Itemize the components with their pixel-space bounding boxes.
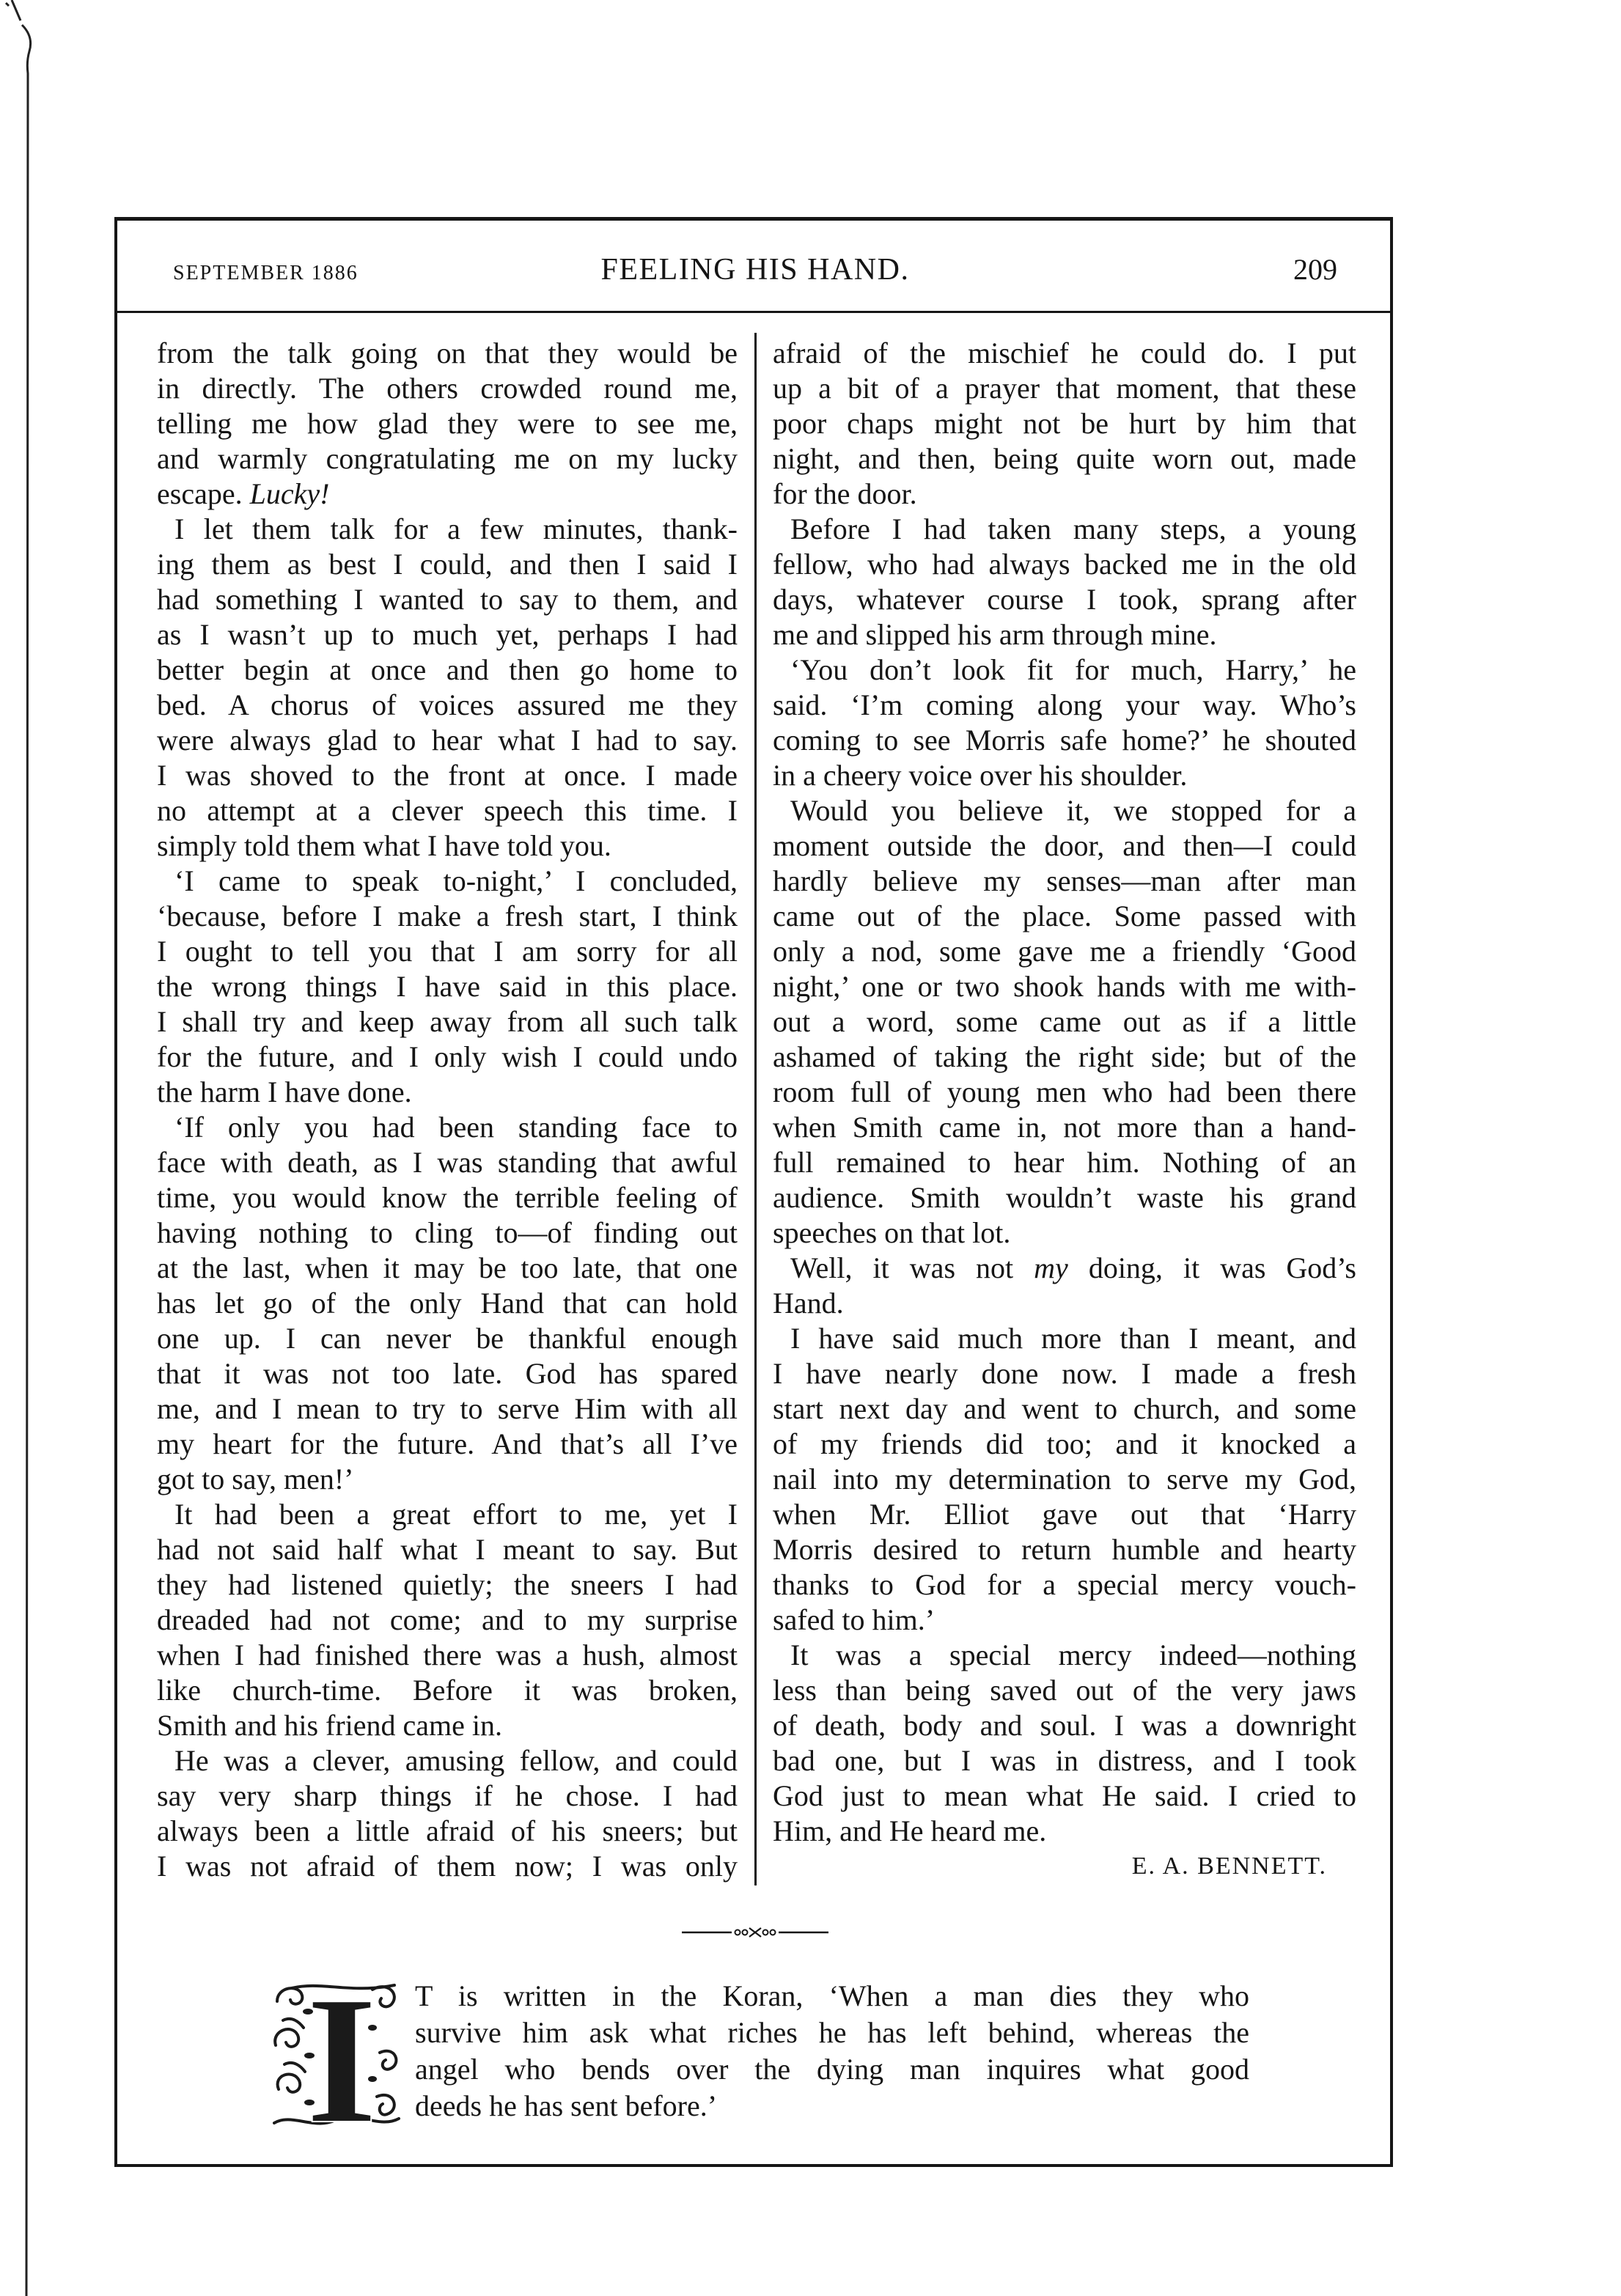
text-line: like church-time. Before it was broken, [157,1674,738,1707]
paragraph [157,1743,738,1884]
paragraph [773,1638,1356,1849]
text-line: days, whatever course I took, sprang after [773,583,1356,616]
text-line: He was a clever, amusing fellow, and could [174,1744,738,1777]
text-line: were always glad to hear what I had to say. [157,724,738,757]
text-line: hardly believe my senses—man after man [773,864,1356,897]
running-title: FEELING HIS HAND. [600,253,910,287]
text-line: when Mr. Elliot gave out that ‘Harry [773,1498,1356,1531]
text-line: of death, body and soul. I was a downright [773,1709,1356,1742]
text-line: as I wasn’t up to much yet, perhaps I had [157,618,738,651]
text-line: came out of the place. Some passed with [773,899,1356,932]
text-line: angel who bends over the dying man inquires what good [415,2053,1249,2086]
text-line: I was shoved to the front at once. I made [157,759,738,792]
text-line: full remained to hear him. Nothing of an [773,1146,1356,1179]
text-line: poor chaps might not be hurt by him that [773,407,1356,440]
text-line: nail into my determination to serve my God, [773,1462,1356,1495]
text-line: only a nod, some gave me a friendly ‘Good [773,935,1356,968]
paragraph [157,1110,738,1497]
text-line: me, and I mean to try to serve Him with all [157,1392,738,1425]
text-line: out a word, some came out as if a little [773,1005,1356,1038]
left-column [157,336,738,1884]
text-line: room full of young men who had been there [773,1075,1356,1108]
text-line: It had been a great effort to me, yet I [174,1498,738,1531]
text-line: Hand. [773,1287,844,1320]
text-segment: Well, it was not [790,1251,1034,1284]
text-line: fellow, who had always backed me in the old [773,548,1356,581]
text-line: said. ‘I’m coming along your way. Who’s [773,688,1356,721]
text-line: in directly. The others crowded round me, [157,372,738,405]
issue-date: SEPTEMBER 1886 [173,262,359,284]
text-line: that it was not too late. God has spared [157,1357,738,1390]
text-line: for the future, and I only wish I could undo [157,1040,738,1073]
text-line: survive him ask what riches he has left behind, whereas the [415,2016,1249,2049]
text-line: when I had finished there was a hush, almost [157,1638,738,1671]
text-line: bad one, but I was in distress, and I took [773,1744,1356,1777]
text-line: safed to him.’ [773,1603,936,1636]
text-line: less than being saved out of the very jaws [773,1674,1356,1707]
text-line: It was a special mercy indeed—nothing [790,1638,1356,1671]
text-line: night,’ one or two shook hands with me with- [773,970,1356,1003]
text-line: always been a little afraid of his sneers; but [157,1814,738,1847]
text-line [157,477,738,512]
text-line: coming to see Morris safe home?’ he shouted [773,724,1356,757]
text-line: telling me how glad they were to see me, [157,407,738,440]
author-signature: E. A. BENNETT. [1131,1852,1327,1880]
text-segment: doing, it was God’s [1067,1251,1356,1284]
scan-edge-line [0,0,51,2296]
text-line: audience. Smith wouldn’t waste his grand [773,1181,1356,1214]
paragraph [773,652,1356,793]
text-line: God just to mean what He said. I cried to [773,1779,1356,1812]
right-column [773,336,1356,1884]
paragraph [157,512,738,864]
text-line: me and slipped his arm through mine. [773,618,1217,651]
paragraph [773,1251,1356,1321]
text-line [773,1251,1356,1286]
text-line: Would you believe it, we stopped for a [790,794,1356,827]
text-line: Morris desired to return humble and hearty [773,1533,1356,1566]
text-line: start next day and went to church, and some [773,1392,1356,1425]
text-line: ashamed of taking the right side; but of the [773,1040,1356,1073]
text-line: had not said half what I meant to say. But [157,1533,738,1566]
text-line: speeches on that lot. [773,1216,1011,1249]
text-line: ‘because, before I make a fresh start, I think [157,899,738,932]
column-divider [754,333,757,1885]
text-line: I was not afraid of them now; I was only [157,1850,738,1883]
text-segment: escape. [157,477,250,510]
italic-text: Lucky! [249,477,330,510]
text-line: my heart for the future. And that’s all I’ve [157,1427,738,1460]
text-line: simply told them what I have told you. [157,829,611,862]
text-line: I shall try and keep away from all such talk [157,1005,738,1038]
text-line: I let them talk for a few minutes, thank- [174,512,738,545]
paragraph [773,336,1356,512]
paragraph [157,864,738,1110]
text-line: no attempt at a clever speech this time. I [157,794,738,827]
text-line: time, you would know the terrible feeling of [157,1181,738,1214]
text-line: has let go of the only Hand that can hold [157,1287,738,1320]
text-line: having nothing to cling to—of finding out [157,1216,738,1249]
text-line: better begin at once and then go home to [157,653,738,686]
paragraph [773,512,1356,652]
text-line: of my friends did too; and it knocked a [773,1427,1356,1460]
text-line: say very sharp things if he chose. I had [157,1779,738,1812]
text-line: from the talk going on that they would be [157,336,738,369]
text-line: the harm I have done. [157,1075,412,1108]
drop-cap-initial [270,1979,402,2130]
text-line: dreaded had not come; and to my surprise [157,1603,738,1636]
text-line: they had listened quietly; the sneers I had [157,1568,738,1601]
text-line: up a bit of a prayer that moment, that these [773,372,1356,405]
text-line: at the last, when it may be too late, that one [157,1251,738,1284]
text-line: one up. I can never be thankful enough [157,1322,738,1355]
italic-text: my [1034,1251,1068,1284]
text-line: ‘I came to speak to-night,’ I concluded, [174,864,738,897]
paragraph [157,1497,738,1743]
text-line: had something I wanted to say to them, and [157,583,738,616]
header-rule [117,311,1390,313]
drop-cap-letter: I [306,1979,378,2130]
paragraph [773,793,1356,1251]
text-line: I have nearly done now. I made a fresh [773,1357,1356,1390]
text-line: ‘You don’t look fit for much, Harry,’ he [790,653,1356,686]
text-line: deeds he has sent before.’ [415,2089,718,2122]
text-line: I have said much more than I meant, and [790,1322,1356,1355]
koran-quote [415,1978,1249,2124]
paragraph [157,336,738,512]
text-line: and warmly congratulating me on my lucky [157,442,738,475]
text-line: in a cheery voice over his shoulder. [773,759,1188,792]
text-line: night, and then, being quite worn out, made [773,442,1356,475]
text-line: thanks to God for a special mercy vouch- [773,1568,1356,1601]
page-number: 209 [1293,253,1337,286]
text-line: Smith and his friend came in. [157,1709,503,1742]
text-line: Him, and He heard me. [773,1814,1047,1847]
text-line: Before I had taken many steps, a young [790,512,1356,545]
text-line: for the door. [773,477,917,510]
text-line: got to say, men!’ [157,1462,354,1495]
text-line: moment outside the door, and then—I could [773,829,1356,862]
section-ornament [682,1925,828,1940]
text-line: when Smith came in, not more than a hand- [773,1111,1356,1144]
text-line: I ought to tell you that I am sorry for all [157,935,738,968]
text-line: afraid of the mischief he could do. I put [773,336,1356,369]
text-line: the wrong things I have said in this place. [157,970,738,1003]
paragraph [773,1321,1356,1638]
text-line: ing them as best I could, and then I said I [157,548,738,581]
text-line: T is written in the Koran, ‘When a man dies they who [415,1979,1249,2012]
text-line: ‘If only you had been standing face to [174,1111,738,1144]
text-line: face with death, as I was standing that awful [157,1146,738,1179]
text-line: bed. A chorus of voices assured me they [157,688,738,721]
